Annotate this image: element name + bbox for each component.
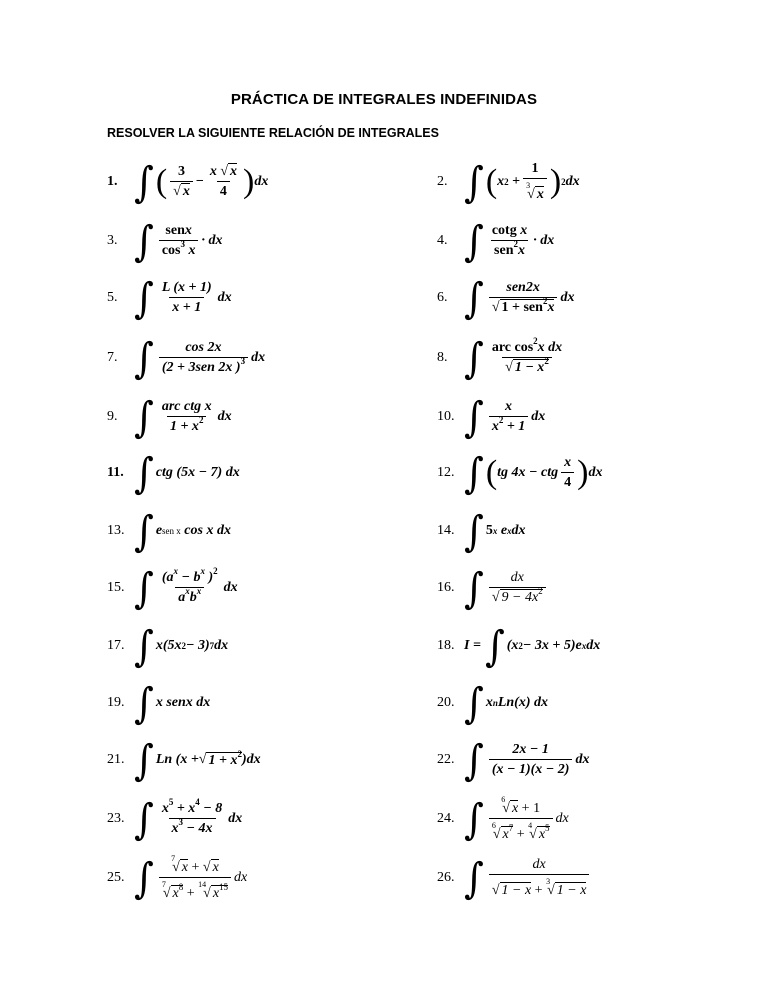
formula: $\frac{\text{senx}}{\cos^3 x}$ · dx <box>156 223 223 259</box>
integral-sign: ∫ <box>134 506 154 556</box>
integral-sign: ∫ <box>134 678 154 728</box>
integral-sign: ∫ <box>464 448 484 498</box>
integral-sign: ∫ <box>464 794 484 844</box>
integral-sign: ∫ <box>464 333 484 383</box>
exercise-number: 13. <box>107 523 125 538</box>
integral-sign: ∫ <box>464 273 484 323</box>
integral-sign: ∫ <box>464 853 484 903</box>
integral-sign: ∫ <box>464 506 484 556</box>
instructions-heading: RESOLVER LA SIGUIENTE RELACIÓN DE INTEGRALES <box>107 126 439 140</box>
integral-label: I = <box>464 638 481 653</box>
formula: x n Ln(x) dx <box>485 695 548 710</box>
formula: $\frac{x}{x^2 + 1}$ dx <box>486 399 545 435</box>
formula: $\frac{\text{arc ctg x}}{1 + x^2}$ dx <box>161 399 232 434</box>
formula: $\frac{arc \cos^2x dx}{√ 1 - x^2}$ <box>491 336 563 375</box>
integral-sign: ∫ <box>134 853 154 903</box>
formula: (x 2 − 3x + 5)e x dx <box>506 638 601 653</box>
formula: $\frac{x^5 + x^4 - 8}{x^3 - 4x}$ dx <box>161 797 243 836</box>
exercise-number: 3. <box>107 233 118 248</box>
exercise-21 <box>107 735 261 785</box>
exercise-22 <box>437 735 590 785</box>
formula: ( $\frac{3}{√ x}$ − $\frac{x √ x}{4}$ ) dx <box>155 163 269 200</box>
exercise-6 <box>437 273 575 323</box>
exercise-number: 21. <box>107 752 125 767</box>
exercise-11 <box>107 448 240 498</box>
formula: $\frac{dx}{√ 9 - 4x^2}$ <box>486 570 549 606</box>
exercise-number: 15. <box>107 580 125 595</box>
integral-sign: ∫ <box>464 392 484 442</box>
integral-sign: ∫ <box>464 157 484 207</box>
exercise-12 <box>437 448 603 498</box>
integral-sign: ∫ <box>134 735 154 785</box>
formula: $\frac{(a^x - b^x )^2}{a^xb^x}$ dx <box>161 566 238 605</box>
formula: $\frac{\cos 2x}{(2 + 3sen 2x )^3}$ dx <box>156 340 265 376</box>
formula: $\frac{\text{cotg x}}{sen^2x}$ · dx <box>491 223 555 258</box>
exercise-3 <box>107 216 223 266</box>
exercise-20 <box>437 678 548 728</box>
exercise-18 <box>437 621 601 671</box>
integral-sign: ∫ <box>134 157 154 207</box>
formula: ( x 2 + $\frac{1}{^3√ x}$ ) 2 dx <box>485 161 580 202</box>
exercise-number: 11. <box>107 465 124 480</box>
formula: $\frac{^7√ x + √ x}{^7√ x^8 + ^{14}√ x^{15}}$ dx <box>156 854 247 902</box>
exercise-number: 12. <box>437 465 455 480</box>
integral-sign: ∫ <box>134 392 154 442</box>
formula: Ln (x + √ $1 + x^2$ )dx <box>155 748 261 768</box>
exercise-17 <box>107 621 229 671</box>
integral-sign: ∫ <box>134 333 154 383</box>
exercise-2 <box>437 157 580 207</box>
exercise-number: 20. <box>437 695 455 710</box>
exercise-23 <box>107 794 243 844</box>
exercise-4 <box>437 216 555 266</box>
exercise-5 <box>107 273 232 323</box>
exercise-number: 1. <box>107 174 118 189</box>
exercise-8 <box>437 333 568 383</box>
exercise-number: 5. <box>107 290 118 305</box>
exercise-number: 6. <box>437 290 448 305</box>
exercise-26 <box>437 853 592 903</box>
integral-sign: ∫ <box>134 621 154 671</box>
page-title: PRÁCTICA DE INTEGRALES INDEFINIDAS <box>230 91 538 108</box>
integral-sign: ∫ <box>134 563 154 613</box>
integral-sign: ∫ <box>484 621 505 671</box>
exercise-13 <box>107 506 231 556</box>
exercise-number: 23. <box>107 811 125 826</box>
exercise-number: 2. <box>437 174 448 189</box>
formula: x senx dx <box>155 695 211 710</box>
exercise-number: 7. <box>107 350 118 365</box>
exercise-19 <box>107 678 211 728</box>
exercise-number: 19. <box>107 695 125 710</box>
exercise-number: 14. <box>437 523 455 538</box>
formula: ctg (5x − 7) dx <box>155 465 240 480</box>
exercise-number: 26. <box>437 870 455 885</box>
formula: $\frac{L (x + 1)}{x + 1}$ dx <box>161 280 232 315</box>
integral-sign: ∫ <box>464 216 484 266</box>
exercise-7 <box>107 333 266 383</box>
exercise-number: 17. <box>107 638 125 653</box>
integral-sign: ∫ <box>464 563 484 613</box>
exercise-25 <box>107 853 248 903</box>
exercise-number: 8. <box>437 350 448 365</box>
formula: $\frac{2x - 1}{(x - 1)(x - 2)}$ dx <box>486 742 590 778</box>
formula: x(5x 2 − 3) 7 dx <box>155 638 229 653</box>
exercise-1 <box>107 157 269 207</box>
exercise-number: 10. <box>437 409 455 424</box>
exercise-10 <box>437 392 546 442</box>
formula: e sen x cos x dx <box>155 523 231 538</box>
integral-sign: ∫ <box>464 735 484 785</box>
exercise-number: 4. <box>437 233 448 248</box>
formula: $\frac{\text{sen2x}}{√ 1 + sen^2x}$ dx <box>486 280 575 316</box>
exercise-14 <box>437 506 526 556</box>
exercise-number: 18. <box>437 638 455 653</box>
formula: $\frac{dx}{√ 1 - x + ^3√ 1 - x}$ <box>486 857 593 899</box>
exercise-15 <box>107 563 238 613</box>
integral-sign: ∫ <box>464 678 484 728</box>
exercise-number: 24. <box>437 811 455 826</box>
formula: 5 x e x dx <box>485 523 526 538</box>
integral-sign: ∫ <box>134 794 154 844</box>
integral-sign: ∫ <box>134 273 154 323</box>
integral-sign: ∫ <box>134 448 154 498</box>
formula: ( tg 4x − ctg $\frac{x}{4}$ ) dx <box>485 454 603 491</box>
integral-sign: ∫ <box>134 216 154 266</box>
exercise-9 <box>107 392 232 442</box>
exercise-number: 9. <box>107 409 118 424</box>
exercise-number: 22. <box>437 752 455 767</box>
exercise-number: 16. <box>437 580 455 595</box>
formula: $\frac{^6√ x + 1}{^6√ x^7 + ^4√ x^5}$ dx <box>486 795 569 843</box>
exercise-24 <box>437 794 569 844</box>
exercise-number: 25. <box>107 870 125 885</box>
exercise-16 <box>437 563 549 613</box>
